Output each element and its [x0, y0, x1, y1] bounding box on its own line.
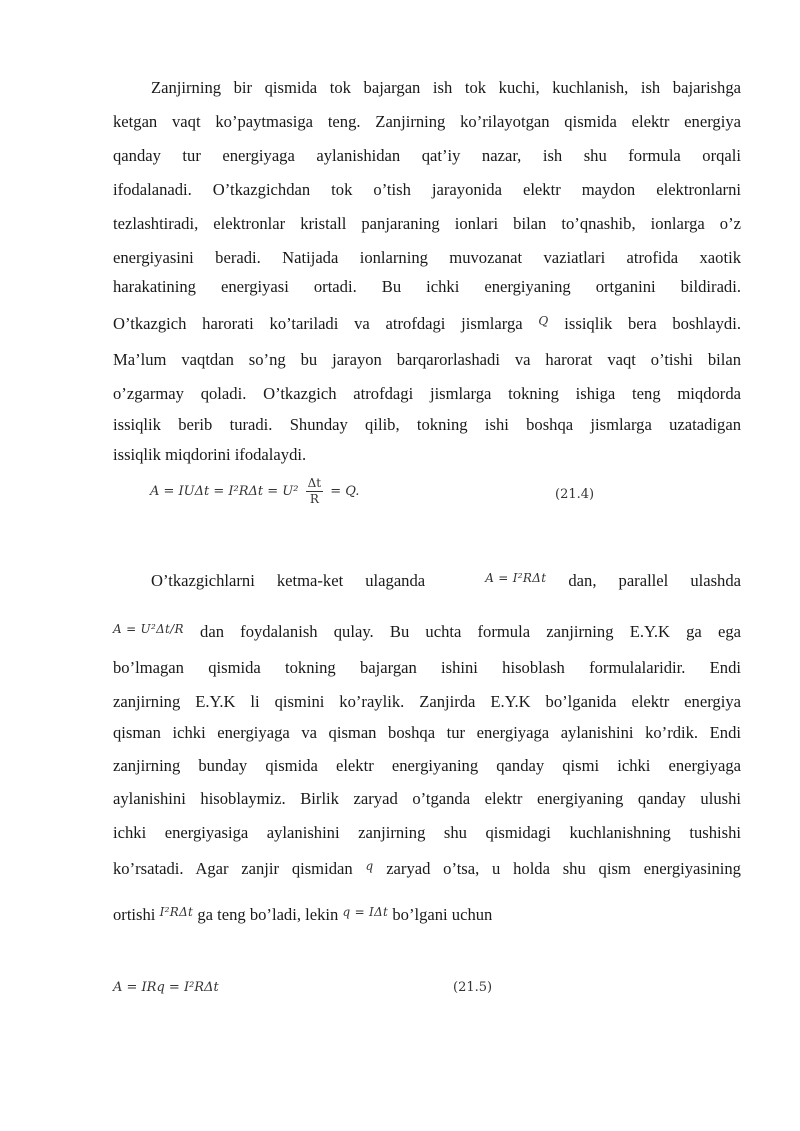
formula-left: A = IUΔt = I²RΔt = U²: [150, 484, 299, 499]
text-segment: ga teng bo’ladi, lekin: [197, 905, 339, 924]
paragraph-line: bo’lmagan qismida tokning bajargan ishini hisoblash formulalaridir. Endi: [113, 658, 741, 677]
paragraph-line: ifodalanadi. O’tkazgichdan tok o’tish jarayonida elektr maydon elektronlarni: [113, 180, 741, 199]
text-segment: dan foydalanish qulay. Bu uchta formula zanjirning E.Y.K ga ega: [200, 622, 741, 641]
formula-right: = Q.: [330, 484, 360, 499]
formula-21-5: [113, 980, 219, 995]
paragraph-line: aylanishini hisoblaymiz. Birlik zaryad o’tganda elektr energiyaning qanday ulushi: [113, 789, 741, 808]
formula-text: A = IRq = I²RΔt: [113, 980, 219, 995]
text-segment: O’tkazgichlarni ketma-ket ulaganda: [151, 571, 426, 590]
paragraph-line: [113, 895, 741, 932]
paragraph-line: o’zgarmay qoladi. O’tkazgich atrofdagi jismlarga tokning ishiga teng miqdorda: [113, 384, 741, 403]
paragraph-line: Ma’lum vaqtdan so’ng bu jarayon barqarorlashadi va harorat vaqt o’tishi bilan: [113, 350, 741, 369]
paragraph-line: [113, 612, 741, 649]
formula-21-4: [150, 476, 359, 507]
paragraph-line: issiqlik miqdorini ifodalaydi.: [113, 445, 307, 464]
math-symbol-q: q: [365, 859, 374, 873]
text-segment: O’tkazgich harorati ko’tariladi va atrofdagi jismlarga: [113, 314, 523, 333]
math-formula: A = U²Δt/R: [113, 622, 184, 636]
math-formula: q = IΔt: [342, 905, 389, 919]
paragraph-line: energiyasini beradi. Natijada ionlarning muvozanat vaziatlari atrofida xaotik: [113, 248, 741, 267]
paragraph-line: [113, 849, 741, 886]
text-segment: issiqlik bera boshlaydi.: [564, 314, 741, 333]
math-formula: I²RΔt: [159, 905, 194, 919]
paragraph-line: harakatining energiyasi ortadi. Bu ichki energiyaning ortganini bildiradi.: [113, 277, 741, 296]
text-segment: zaryad o’tsa, u holda shu qism energiyasining: [386, 859, 741, 878]
math-symbol-Q: Q: [538, 314, 549, 328]
paragraph-line: ketgan vaqt ko’paytmasiga teng. Zanjirning ko’rilayotgan qismida elektr energiya: [113, 112, 741, 131]
paragraph-line: [113, 304, 741, 341]
text-segment: ortishi: [113, 905, 156, 924]
equation-number: (21.5): [453, 980, 493, 995]
fraction-denominator: R: [309, 492, 319, 506]
paragraph-line: qisman ichki energiyaga va qisman boshqa tur energiyaga aylanishini ko’rdik. Endi: [113, 723, 741, 742]
text-segment: ko’rsatadi. Agar zanjir qismidan: [113, 859, 353, 878]
text-segment: dan, parallel ulashda: [568, 571, 742, 590]
paragraph-line: qanday tur energiyaga aylanishidan qat’iy nazar, ish shu formula orqali: [113, 146, 741, 165]
paragraph-line: [113, 561, 741, 598]
paragraph-line: zanjirning E.Y.K li qismini ko’raylik. Zanjirda E.Y.K bo’lganida elektr energiya: [113, 692, 741, 711]
paragraph-line: zanjirning bunday qismida elektr energiyaning qanday qismi ichki energiyaga: [113, 756, 741, 775]
fraction-numerator: Δt: [307, 476, 322, 490]
math-formula: A = I²RΔt: [485, 571, 547, 585]
paragraph-line: ichki energiyasiga aylanishini zanjirning shu qismidagi kuchlanishning tushishi: [113, 823, 741, 842]
text-segment: bo’lgani uchun: [392, 905, 493, 924]
paragraph-line: issiqlik berib turadi. Shunday qilib, tokning ishi boshqa jismlarga uzatadigan: [113, 415, 741, 434]
paragraph-line: Zanjirning bir qismida tok bajargan ish tok kuchi, kuchlanish, ish bajarishga: [151, 78, 741, 97]
equation-number: (21.4): [555, 487, 595, 502]
fraction: [306, 476, 324, 507]
paragraph-line: tezlashtiradi, elektronlar kristall panjaraning ionlari bilan to’qnashib, ionlarga o’z: [113, 214, 741, 233]
